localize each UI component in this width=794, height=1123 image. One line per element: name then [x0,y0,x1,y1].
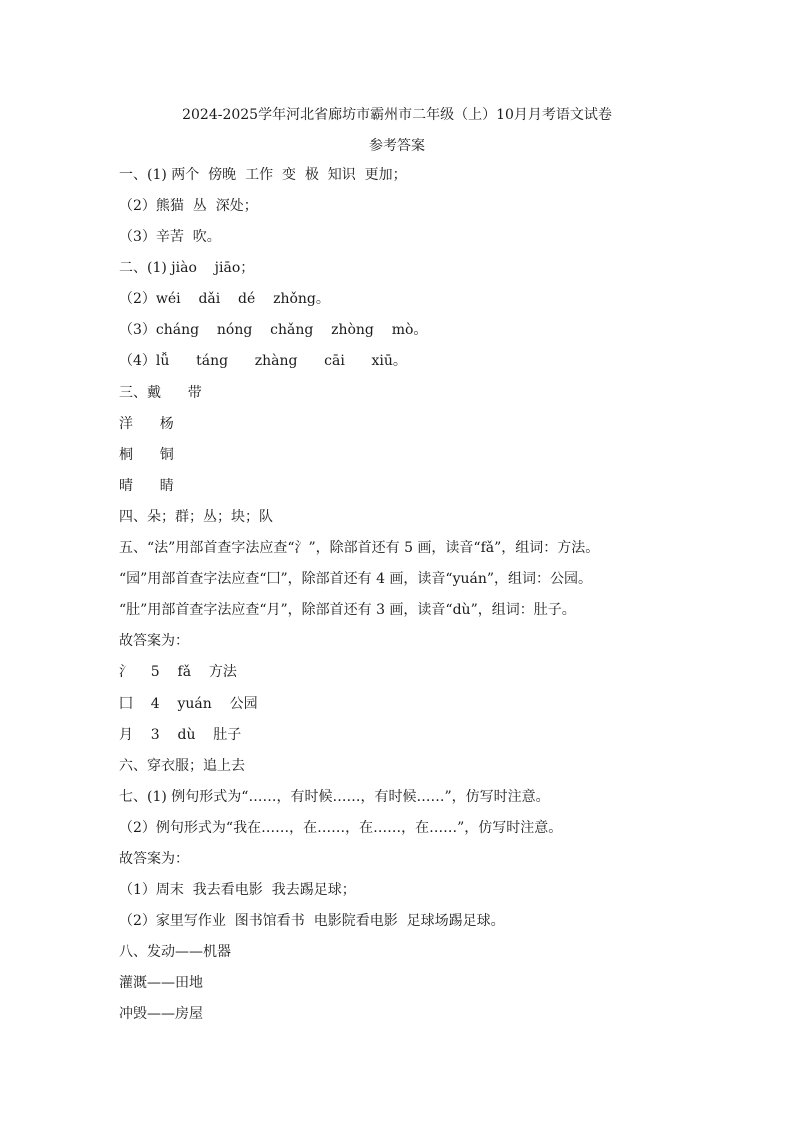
answer-line: 氵 5 fǎ 方法 [119,664,237,680]
answer-line: （3）cháng nóng chǎng zhòng mò。 [119,322,428,338]
answer-line: 故答案为： [119,851,189,867]
document-title: 2024-2025学年河北省廊坊市霸州市二年级（上）10月月考语文试卷 [182,107,612,123]
answer-line: 三、戴 带 [119,385,202,401]
answer-line: （4）lǚ táng zhàng cāi xiū。 [119,353,407,369]
answer-line: 囗 4 yuán 公园 [119,696,258,712]
answer-line: 四、朵；群；丛；块；队 [119,509,273,525]
answer-line: 六、穿衣服；追上去 [119,758,245,774]
answer-line: 二、(1) jiào jiāo； [119,260,255,276]
answer-line: 灌溉——田地 [119,975,203,991]
answer-line: （3）辛苦 吹。 [119,229,221,245]
answer-line: 晴 睛 [119,478,174,494]
answer-line: 冲毁——房屋 [119,1006,203,1022]
answer-line: （2）例句形式为“我在……，在……，在……，在……”，仿写时注意。 [119,820,563,836]
document-subtitle: 参考答案 [369,138,425,154]
answer-line: 故答案为： [119,633,189,649]
answer-line: 一、(1) 两个 傍晚 工作 变 极 知识 更加； [119,167,407,183]
answer-line: （2）熊猫 丛 深处； [119,198,258,214]
answer-line: 八、发动——机器 [119,944,231,960]
answer-line: （2）wéi dǎi dé zhǒng。 [119,291,330,307]
answer-line: 月 3 dù 肚子 [119,727,242,743]
answer-line: 洋 杨 [119,416,174,432]
answer-line: 五、“法”用部首查字法应查“氵”，除部首还有 5 画，读音“fǎ”，组词：方法。 [119,540,600,556]
answer-line: 七、(1) 例句形式为“……，有时候……，有时候……”，仿写时注意。 [119,789,550,805]
answer-line: 桐 铜 [119,447,174,463]
answer-line: “园”用部首查字法应查“囗”，除部首还有 4 画，读音“yuán”，组词：公园。 [119,571,593,587]
answer-line: “肚”用部首查字法应查“月”，除部首还有 3 画，读音“dù”，组词：肚子。 [119,602,576,618]
answer-line: （1）周末 我去看电影 我去踢足球； [119,882,356,898]
answer-line: （2）家里写作业 图书馆看书 电影院看电影 足球场踢足球。 [119,913,505,929]
